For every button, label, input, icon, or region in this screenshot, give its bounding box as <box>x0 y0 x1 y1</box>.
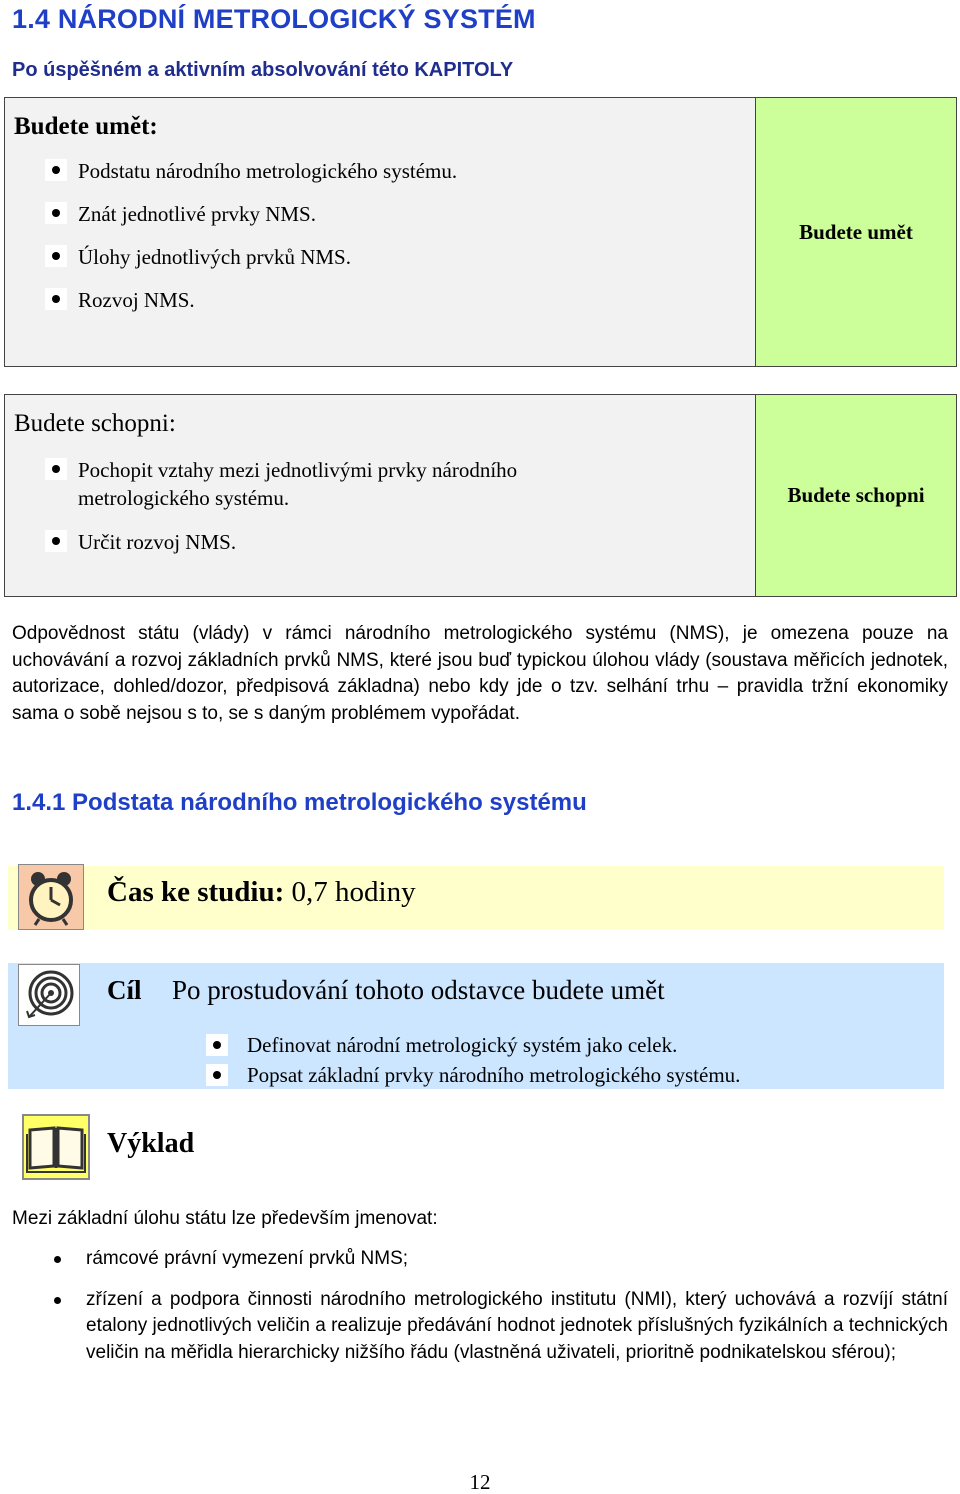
abilities-side-panel <box>756 395 956 596</box>
goal-text: Po prostudování tohoto odstavce budete umět <box>172 975 665 1005</box>
goal-list <box>180 1030 740 1090</box>
list-item: Úlohy jednotlivých prvků NMS. <box>5 243 745 271</box>
skills-list <box>5 157 745 314</box>
list-item: Definovat národní metrologický systém jako celek. <box>180 1030 740 1060</box>
tasks-intro: Mezi základní úlohu státu lze především jmenovat: <box>12 1208 438 1229</box>
skills-side-label: Budete umět <box>799 219 913 244</box>
abilities-box-content <box>5 395 756 596</box>
alarm-clock-icon <box>18 864 84 930</box>
bullet-icon <box>45 159 67 181</box>
bullet-icon <box>206 1064 228 1086</box>
section-title: 1.4 NÁRODNÍ METROLOGICKÝ SYSTÉM <box>12 4 536 34</box>
abilities-box <box>4 394 957 597</box>
bullet-icon <box>45 288 67 310</box>
page-number: 12 <box>469 1470 491 1494</box>
abilities-side-label: Budete schopni <box>787 483 925 507</box>
list-item: zřízení a podpora činnosti národního metrologického institutu (NMI), který uchovává a rozvíjí státní etalony jednotlivých veličin a realizuje předávání hodnot jednotek příslušných fyzikálních a technických veličin na měřidla hierarchicky nižšího řádu (vlastněná uživateli, prioritně podnikatelskou sférou); <box>12 1287 948 1367</box>
list-item: rámcové právní vymezení prvků NMS; <box>12 1246 948 1273</box>
goal-label: Cíl <box>107 975 142 1005</box>
bullet-icon <box>45 530 67 552</box>
skills-box-content <box>5 98 756 366</box>
skills-box-title: Budete umět: <box>14 113 158 140</box>
list-item: Rozvoj NMS. <box>5 286 745 314</box>
study-time: Čas ke studiu: 0,7 hodiny <box>107 876 416 908</box>
open-book-icon <box>22 1114 90 1180</box>
target-icon <box>18 964 80 1026</box>
chapter-intro: Po úspěšném a aktivním absolvování této KAPITOLY <box>12 59 514 81</box>
bullet-icon <box>45 202 67 224</box>
bullet-icon <box>45 245 67 267</box>
abilities-box-title: Budete schopni: <box>14 410 176 437</box>
bullet-icon <box>206 1034 228 1056</box>
list-item: Určit rozvoj NMS. <box>5 528 645 556</box>
tasks-list <box>12 1246 948 1380</box>
skills-box <box>4 97 957 367</box>
skills-side-panel <box>756 98 956 366</box>
explanation-label: Výklad <box>107 1128 195 1159</box>
bullet-icon <box>45 458 67 480</box>
subsection-title: 1.4.1 Podstata národního metrologického systému <box>12 789 587 816</box>
list-item: Pochopit vztahy mezi jednotlivými prvky národního metrologického systému. <box>5 456 645 512</box>
abilities-list <box>5 456 645 556</box>
list-item: Popsat základní prvky národního metrologického systému. <box>180 1060 740 1090</box>
responsibility-paragraph: Odpovědnost státu (vlády) v rámci národního metrologického systému (NMS), je omezena pouze na uchovávání a rozvoj základních prvků NMS, které jsou buď typickou úlohou vlády (soustava měřicích jednotek, autorizace, dohled/dozor, předpisová základna) nebo kdy jde o tzv. selhání trhu – pravidla tržní ekonomiky sama o sobě nejsou s to, se s daným problémem vypořádat. <box>12 623 948 724</box>
list-item: Podstatu národního metrologického systému. <box>5 157 745 185</box>
list-item: Znát jednotlivé prvky NMS. <box>5 200 745 228</box>
